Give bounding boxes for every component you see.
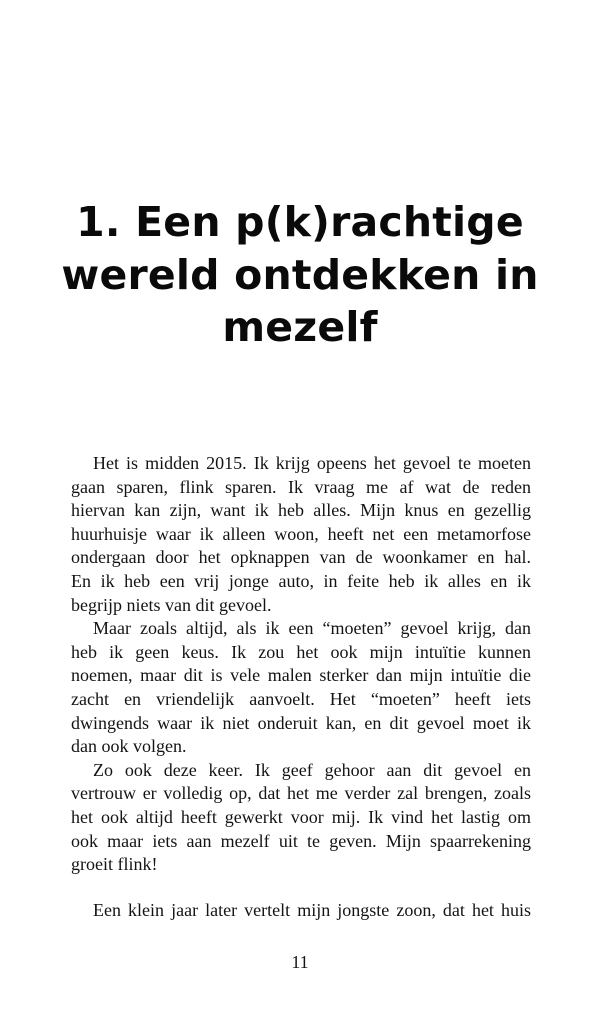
text-line: begrijp niets van dit gevoel. xyxy=(71,594,272,615)
body-text xyxy=(71,452,531,922)
paragraph xyxy=(71,759,531,877)
text-line: groeit flink! xyxy=(71,854,158,875)
page-number: 11 xyxy=(291,952,309,972)
paragraph xyxy=(71,899,531,923)
paragraph-gap xyxy=(71,877,531,899)
text-line: dwingends waar ik niet onderuit kan, en dit gevoel moet ik xyxy=(71,712,531,733)
text-line: zacht en vriendelijk aanvoelt. Het “moeten” heeft iets xyxy=(71,688,531,709)
text-line: En ik heb een vrij jonge auto, in feite heb ik alles en ik xyxy=(71,570,531,591)
chapter-title-line: wereld ontdekken in xyxy=(61,250,539,299)
text-line: ook maar iets aan mezelf uit te geven. Mijn spaarrekening xyxy=(71,830,531,851)
text-line: Zo ook deze keer. Ik geef gehoor aan dit gevoel en xyxy=(93,759,531,780)
text-line: Maar zoals altijd, als ik een “moeten” gevoel krijg, dan xyxy=(93,618,531,639)
text-line: Een klein jaar later vertelt mijn jongste zoon, dat het huis xyxy=(93,899,531,920)
text-line: ondergaan door het opknappen van de woonkamer en hal. xyxy=(71,547,531,568)
text-line: Het is midden 2015. Ik krijg opeens het gevoel te moeten xyxy=(93,453,531,473)
text-line: het ook altijd heeft gewerkt voor mij. Ik vind het lastig om xyxy=(71,806,531,827)
text-line: hiervan kan zijn, want ik heb alles. Mijn knus en gezellig xyxy=(71,500,531,521)
paragraph xyxy=(71,452,531,617)
text-line: dan ook volgen. xyxy=(71,736,187,757)
chapter-title-line: 1. Een p(k)rachtige xyxy=(76,198,524,246)
text-line: gaan sparen, flink sparen. Ik vraag me af wat de reden xyxy=(71,476,531,497)
text-line: heb ik geen keus. Ik zou het ook mijn intuïtie kunnen xyxy=(71,641,531,662)
text-line: vertrouw er volledig op, dat het me verder zal brengen, zoals xyxy=(71,783,531,804)
chapter-title xyxy=(60,196,540,354)
text-line: huurhuisje waar ik alleen woon, heeft net een metamorfose xyxy=(71,523,531,544)
paragraph xyxy=(71,617,531,759)
chapter-title-line: mezelf xyxy=(222,303,378,351)
text-line: noemen, maar dit is vele malen sterker dan mijn intuïtie die xyxy=(71,665,531,686)
